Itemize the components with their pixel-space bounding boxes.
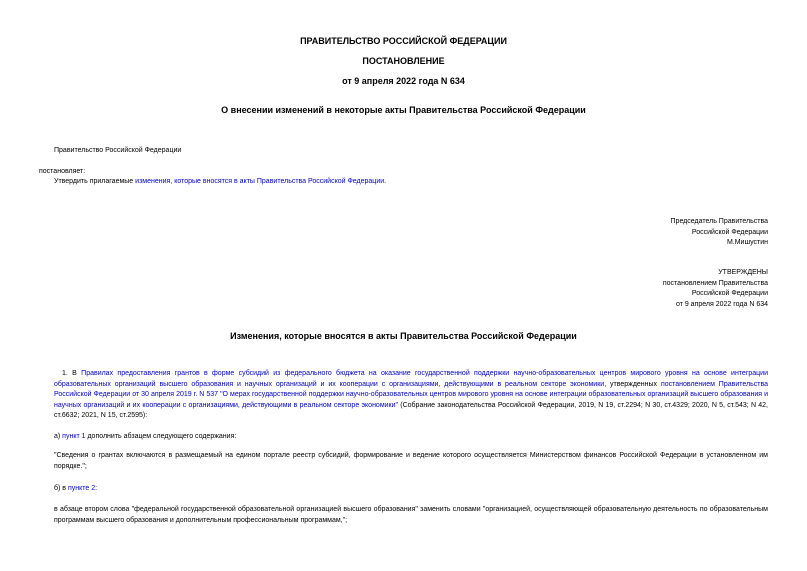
item-1-prefix: 1. В bbox=[62, 370, 82, 377]
approve-link[interactable]: изменения, которые вносятся в акты Правительства Российской Федерации bbox=[135, 178, 385, 185]
item-1-paragraph bbox=[54, 369, 768, 422]
item-1-suffix: (Собрание законодательства Российской Федерации, 2019, N 19, ст.2294; N 30, ст.4329; 2020, N 5, ст.543; N 42, ст.6632; 2021, N 15, ст.2595): bbox=[54, 401, 768, 419]
signature-line-1: Председатель Правительства bbox=[670, 218, 768, 225]
document-date-number: от 9 апреля 2022 года N 634 bbox=[342, 76, 465, 86]
item-a-suffix: дополнить абзацем следующего содержания: bbox=[85, 433, 237, 440]
preamble-decides: постановляет: bbox=[39, 168, 86, 175]
approval-line-4: от 9 апреля 2022 года N 634 bbox=[675, 300, 768, 308]
approve-prefix: Утвердить прилагаемые bbox=[54, 178, 136, 185]
item-a-paragraph bbox=[54, 432, 236, 441]
item-b-prefix: б) в bbox=[54, 485, 68, 492]
item-b-paragraph bbox=[54, 484, 97, 493]
decree-link[interactable]: постановлением Правительства Российской Федерации от 30 апреля 2019 г. N 537 "О мерах государственной поддержки научно-образовательных центров мирового уровня на основе интеграции образовательных организаций высшего образования и научных организаций и их кооперации с организациями, действующими в реальном секторе экономики" bbox=[54, 380, 768, 409]
item-1-middle: , утвержденных bbox=[604, 380, 661, 388]
government-heading: ПРАВИТЕЛЬСТВО РОССИЙСКОЙ ФЕДЕРАЦИИ bbox=[300, 36, 507, 46]
quote-paragraph: "Сведения о грантах включаются в размещаемый на едином портале реестр субсидий, формирование и ведение которого осуществляется Министерством финансов Российской Федерации в установленном им порядке."; bbox=[54, 452, 768, 470]
document-title: О внесении изменений в некоторые акты Правительства Российской Федерации bbox=[221, 105, 586, 115]
item-a-prefix: а) bbox=[54, 433, 63, 440]
document-type: ПОСТАНОВЛЕНИЕ bbox=[362, 56, 445, 66]
item-b-detail-paragraph: в абзаце втором слова "федеральной государственной образовательной организацией высшего образования" заменить словами "организацией, осуществляющей образовательную деятельность по образовательным программам высшего образования и дополнительным профессиональным программам,"; bbox=[54, 506, 768, 524]
approval-line-3: Российской Федерации bbox=[691, 290, 768, 297]
clause-1-link[interactable]: пункт 1 bbox=[62, 433, 86, 440]
approval-block bbox=[663, 268, 768, 310]
clause-2-link[interactable]: пункте 2 bbox=[67, 485, 96, 492]
signature-block bbox=[671, 217, 768, 249]
rules-link[interactable]: Правилах предоставления грантов в форме субсидий из федерального бюджета на оказание государственной поддержки научно-образовательных центров мирового уровня на основе интеграции образовательных организаций высшего образования и научных организаций и их кооперации с организациями, действующими в реальном секторе экономики bbox=[54, 370, 768, 388]
preamble-subject: Правительство Российской Федерации bbox=[54, 147, 182, 154]
approve-suffix: . bbox=[384, 178, 387, 185]
signature-line-3: М.Мишустин bbox=[726, 239, 768, 246]
signature-line-2: Российской Федерации bbox=[691, 228, 768, 236]
preamble-approve bbox=[54, 177, 386, 186]
item-b-suffix: : bbox=[95, 485, 98, 492]
approval-line-1: УТВЕРЖДЕНЫ bbox=[718, 269, 768, 276]
approval-line-2: постановлением Правительства bbox=[662, 279, 768, 287]
changes-title: Изменения, которые вносятся в акты Правительства Российской Федерации bbox=[230, 331, 577, 341]
